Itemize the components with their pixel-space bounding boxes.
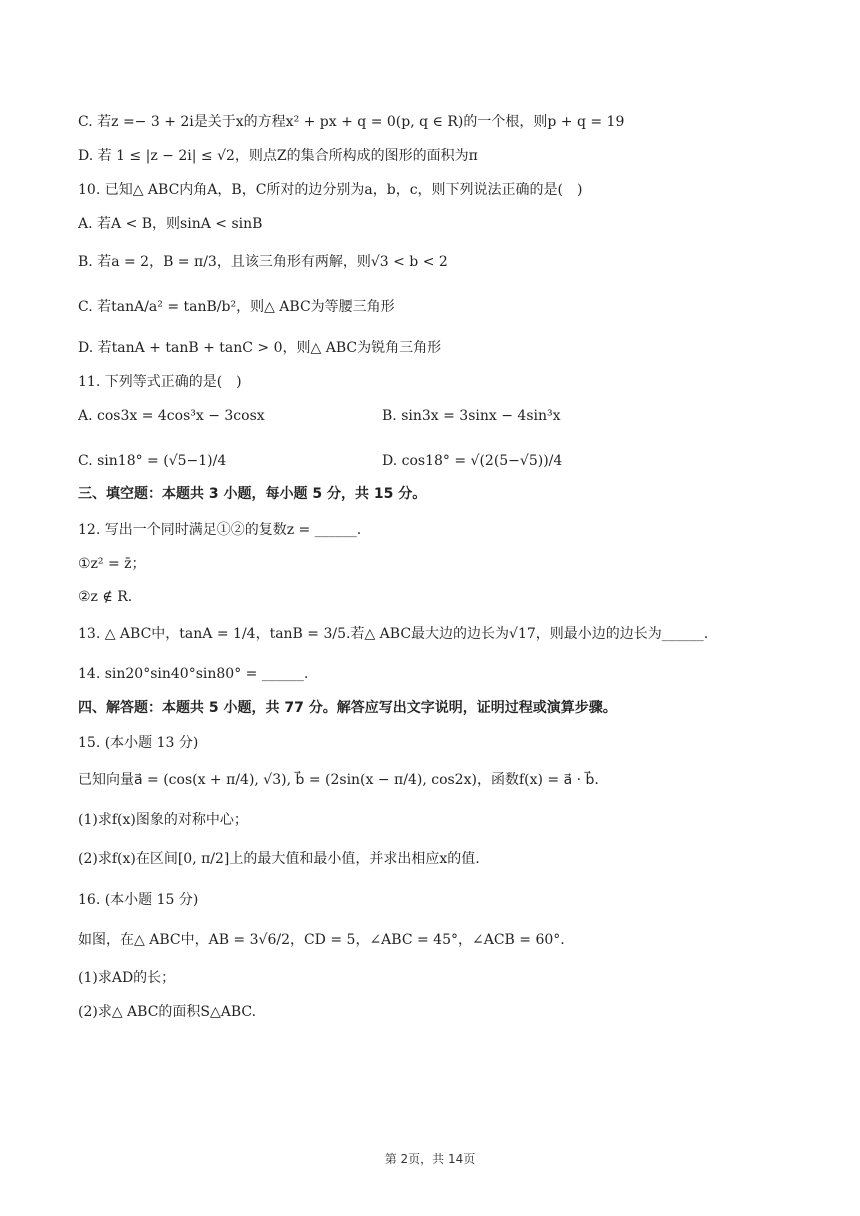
option-10d: D. 若tanA + tanB + tanC > 0，则△ ABC为锐角三角形 — [78, 340, 442, 356]
question-11: 11. 下列等式正确的是( ) — [78, 374, 242, 390]
condition-12-1: ①z² = z̄； — [78, 556, 146, 572]
question-12: 12. 写出一个同时满足①②的复数z = ______. — [78, 522, 362, 538]
section-3-heading: 三、填空题：本题共 3 小题，每小题 5 分，共 15 分。 — [78, 486, 427, 502]
option-10b: B. 若a = 2，B = π/3，且该三角形有两解，则√3 < b < 2 — [78, 254, 448, 270]
option-10a: A. 若A < B，则sinA < sinB — [78, 216, 263, 232]
question-14: 14. sin20°sin40°sin80° = ______. — [78, 666, 309, 682]
option-11b: B. sin3x = 3sinx − 4sin³x — [382, 408, 561, 424]
option-11c: C. sin18° = (√5−1)/4 — [78, 453, 227, 469]
question-15-part-2: (2)求f(x)在区间[0, π/2]上的最大值和最小值，并求出相应x的值. — [78, 851, 480, 867]
question-15-stem: 已知向量a⃗ = (cos(x + π/4), √3), b⃗ = (2sin(x − π/4), cos2x)，函数f(x) = a⃗ · b⃗. — [78, 772, 599, 788]
question-10: 10. 已知△ ABC内角A，B，C所对的边分别为a，b，c，则下列说法正确的是( ) — [78, 182, 583, 198]
question-16-part-1: (1)求AD的长； — [78, 970, 176, 986]
question-16-part-2: (2)求△ ABC的面积S△ABC. — [78, 1004, 257, 1020]
question-15: 15. (本小题 13 分) — [78, 735, 199, 751]
question-15-part-1: (1)求f(x)图象的对称中心； — [78, 812, 248, 828]
condition-12-2: ②z ∉ R. — [78, 589, 133, 605]
question-13: 13. △ ABC中，tanA = 1/4，tanB = 3/5.若△ ABC最大边的边长为√17，则最小边的边长为______. — [78, 626, 709, 642]
option-9d: D. 若 1 ≤ |z − 2i| ≤ √2，则点Z的集合所构成的图形的面积为π — [78, 148, 478, 164]
option-10c: C. 若tanA/a² = tanB/b²，则△ ABC为等腰三角形 — [78, 299, 395, 315]
option-11d: D. cos18° = √(2(5−√5))/4 — [382, 453, 563, 469]
question-16: 16. (本小题 15 分) — [78, 892, 199, 908]
page-footer: 第 2页，共 14页 — [384, 1152, 476, 1166]
question-16-stem: 如图，在△ ABC中，AB = 3√6/2，CD = 5，∠ABC = 45°，∠ACB = 60°. — [78, 932, 565, 948]
option-9c: C. 若z =− 3 + 2i是关于x的方程x² + px + q = 0(p, q ∈ R)的一个根，则p + q = 19 — [78, 114, 625, 130]
option-11a: A. cos3x = 4cos³x − 3cosx — [78, 408, 265, 424]
section-4-heading: 四、解答题：本题共 5 小题，共 77 分。解答应写出文字说明，证明过程或演算步骤。 — [78, 700, 617, 716]
